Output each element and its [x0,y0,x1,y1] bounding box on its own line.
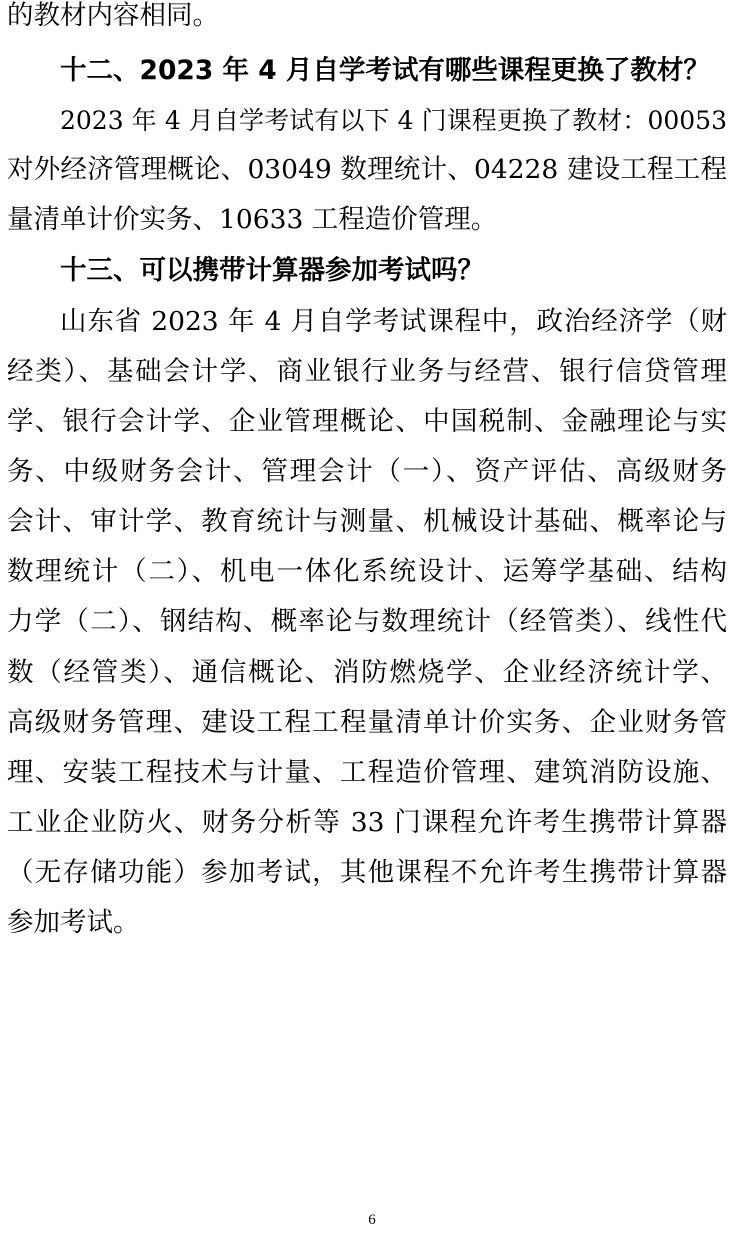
body-text-line: 经类）、基础会计学、商业银行业务与经营、银行信贷管理 [7,356,727,387]
body-text-line: 力学（二）、钢结构、概率论与数理统计（经管类）、线性代 [7,606,727,637]
body-text-line: 2023 年 4 月自学考试有以下 4 门课程更换了教材：00053 [60,106,727,135]
section-heading: 十二、2023 年 4 月自学考试有哪些课程更换了教材？ [60,55,710,86]
body-text-line: 参加考试。 [7,907,140,938]
body-text-line: 工业企业防火、财务分析等 33 门课程允许考生携带计算器 [7,807,727,838]
body-text-line: 的教材内容相同。 [7,0,219,31]
section-heading: 十三、可以携带计算器参加考试吗？ [60,255,484,286]
body-text-line: 山东省 2023 年 4 月自学考试课程中，政治经济学（财 [60,306,727,337]
body-text-line: 对外经济管理概论、03049 数理统计、04228 建设工程工程 [7,154,727,185]
body-text-line: 高级财务管理、建设工程工程量清单计价实务、企业财务管 [7,707,727,738]
body-text-line: 务、中级财务会计、管理会计（一）、资产评估、高级财务 [7,456,727,487]
body-text-line: 理、安装工程技术与计量、工程造价管理、建筑消防设施、 [7,757,727,788]
body-text-line: 数（经管类）、通信概论、消防燃烧学、企业经济统计学、 [7,657,727,688]
body-text-line: 数理统计（二）、机电一体化系统设计、运筹学基础、结构 [7,556,727,587]
page-number: 6 [368,1212,376,1228]
body-text-line: （无存储功能）参加考试，其他课程不允许考生携带计算器 [7,857,727,888]
body-text-line: 学、银行会计学、企业管理概论、中国税制、金融理论与实 [7,406,727,437]
body-text-line: 量清单计价实务、10633 工程造价管理。 [7,204,498,235]
body-text-line: 会计、审计学、教育统计与测量、机械设计基础、概率论与 [7,506,727,537]
